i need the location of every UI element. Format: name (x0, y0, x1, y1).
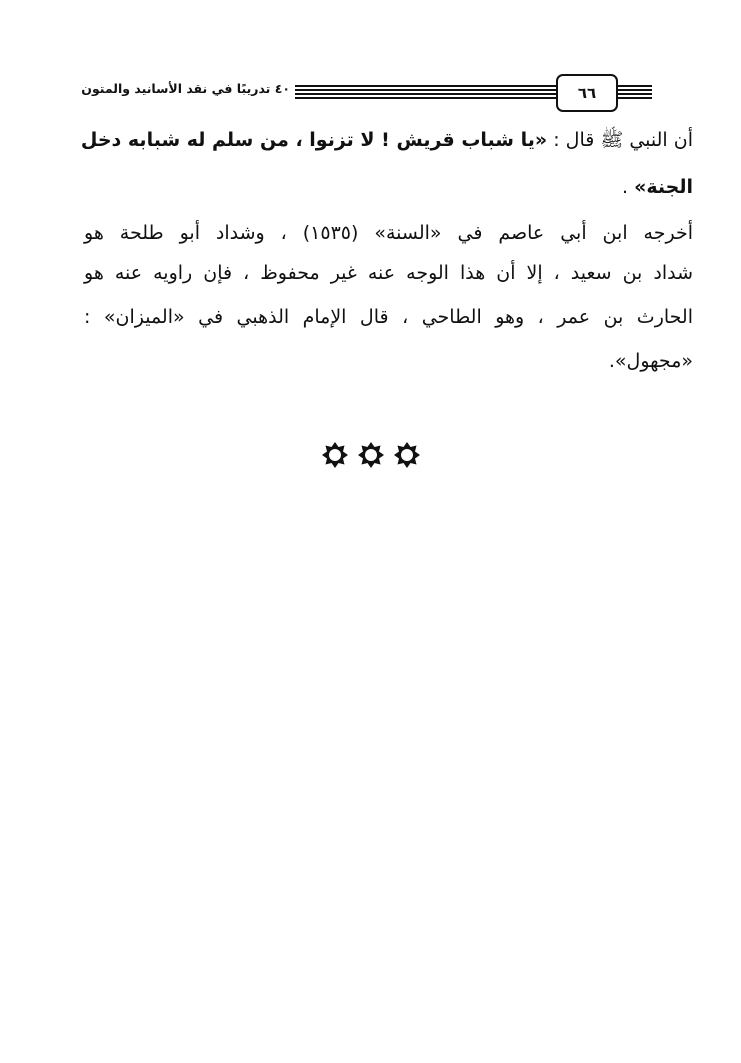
hadith-quote-part1: «يا شباب قريش ! لا تزنوا ، من سلم له شبابه دخل (80, 129, 548, 151)
star-ornament-icon (393, 441, 421, 469)
header-rule-right (618, 85, 652, 100)
running-title: ٤٠ تدريبًا في نقد الأسانيد والمتون (81, 81, 290, 96)
paragraph2-line1: أخرجه ابن أبي عاصم في «السنة» (١٥٣٥) ، وشداد أبو طلحة هو (84, 222, 693, 244)
star-ornament-icon (357, 441, 385, 469)
paragraph1-line1-intro: أن النبي ﷺ قال : (547, 129, 693, 151)
header-rule-left (295, 85, 556, 100)
page-header (81, 74, 652, 116)
page-number: ٦٦ (556, 74, 618, 112)
section-divider (0, 441, 741, 469)
paragraph2-line3: الحارث بن عمر ، وهو الطاحي ، قال الإمام الذهبي في «الميزان» : (84, 306, 693, 328)
paragraph1-line1 (80, 128, 693, 156)
hadith-quote-part2: الجنة» (634, 176, 693, 198)
star-ornament-icon (321, 441, 349, 469)
paragraph1-line2 (622, 176, 693, 198)
paragraph2-line4: «مجهول». (608, 350, 693, 372)
paragraph2-line2: شداد بن سعيد ، إلا أن هذا الوجه عنه غير محفوظ ، فإن راويه عنه هو (84, 262, 693, 284)
paragraph1-line2-end: . (622, 176, 635, 198)
